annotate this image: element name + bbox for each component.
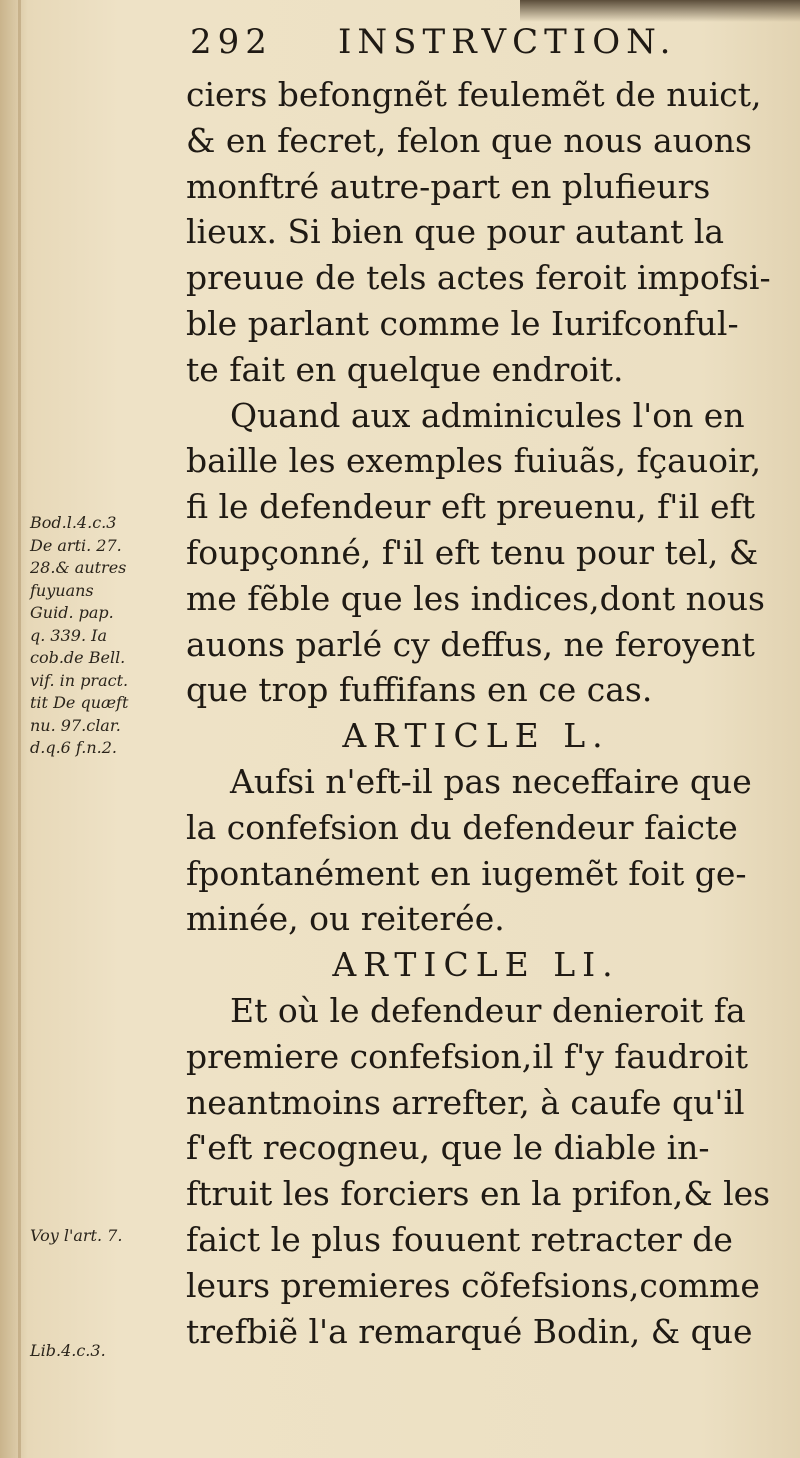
page-number: 292 [190,22,273,62]
margin-note-line: d.q.6 f.n.2. [30,738,118,757]
text-line: te fait en quelque endroit. [186,349,624,389]
text-line: que trop fuffifans en ce cas. [186,670,653,710]
article-heading: ARTICLE LI. [332,945,620,985]
text-line: lieux. Si bien que pour autant la [186,212,725,252]
text-line: Et où le defendeur denieroit fa [230,990,746,1030]
margin-note-line: fuyuans [30,580,94,600]
margin-note-line: 28.& autres [30,558,127,577]
margin-note-line: Bod.l.4.c.3 [30,513,117,532]
text-line: me fẽble que les indices,dont nous [186,578,765,618]
text-line: ciers befongnẽt feulemẽt de nuict, [186,75,762,114]
text-line: ftruit les forciers en la prifon,& les [186,1174,771,1214]
text-line: la confefsion du defendeur faicte [186,807,738,847]
text-line: fpontanément en iugemẽt foit ge- [186,853,747,893]
running-header [190,22,770,72]
running-title: INSTRVCTION. [338,22,677,62]
margin-note-line: De arti. 27. [30,535,122,555]
text-line: neantmoins arrefter, à caufe qu'il [186,1082,745,1122]
text-line: trefbiẽ l'a remarqué Bodin, & que [186,1311,753,1351]
text-line: auons parlé cy deffus, ne feroyent [186,624,755,664]
body-text [186,72,771,1354]
margin-note-line: q. 339. Ia [30,625,107,645]
margin-note-line: vif. in pract. [30,670,129,690]
text-line: minée, ou reiterée. [186,899,505,939]
text-line: Quand aux adminicules l'on en [230,395,745,435]
text-line: baille les exemples fuiuãs, fçauoir, [186,441,762,481]
margin-note-line: tit De quæft [30,693,129,712]
margin-note-line: Guid. pap. [30,603,114,622]
margin-note-line: Voy l'art. 7. [30,1226,123,1245]
margin-note-line: cob.de Bell. [30,648,126,667]
margin-note-voy [30,1225,180,1248]
text-line: Aufsi n'eft-il pas neceffaire que [230,761,752,801]
text-line: faict le plus fouuent retracter de [186,1219,733,1259]
article-heading: ARTICLE L. [342,716,610,756]
margin-note-lib [30,1340,180,1363]
text-line: monftré autre-part en plufieurs [186,166,711,206]
text-line: premiere confefsion,il f'y faudroit [186,1036,748,1076]
text-line: preuue de tels actes feroit impofsi- [186,258,771,298]
margin-note-line: Lib.4.c.3. [30,1341,106,1360]
text-line: leurs premieres cõfefsions,comme [186,1265,760,1305]
text-line: foupçonné, f'il eft tenu pour tel, & [186,532,759,572]
text-line: f'eft recogneu, que le diable in- [186,1128,710,1168]
binding-gutter [18,0,21,1458]
page-edge-shadow [520,0,800,22]
text-line: ble parlant comme le Iurifconful- [186,303,739,343]
margin-note-citations [30,512,180,760]
margin-note-line: nu. 97.clar. [30,715,121,735]
text-line: fi le defendeur eft preuenu, f'il eft [186,487,755,527]
text-line: & en fecret, felon que nous auons [186,120,752,160]
